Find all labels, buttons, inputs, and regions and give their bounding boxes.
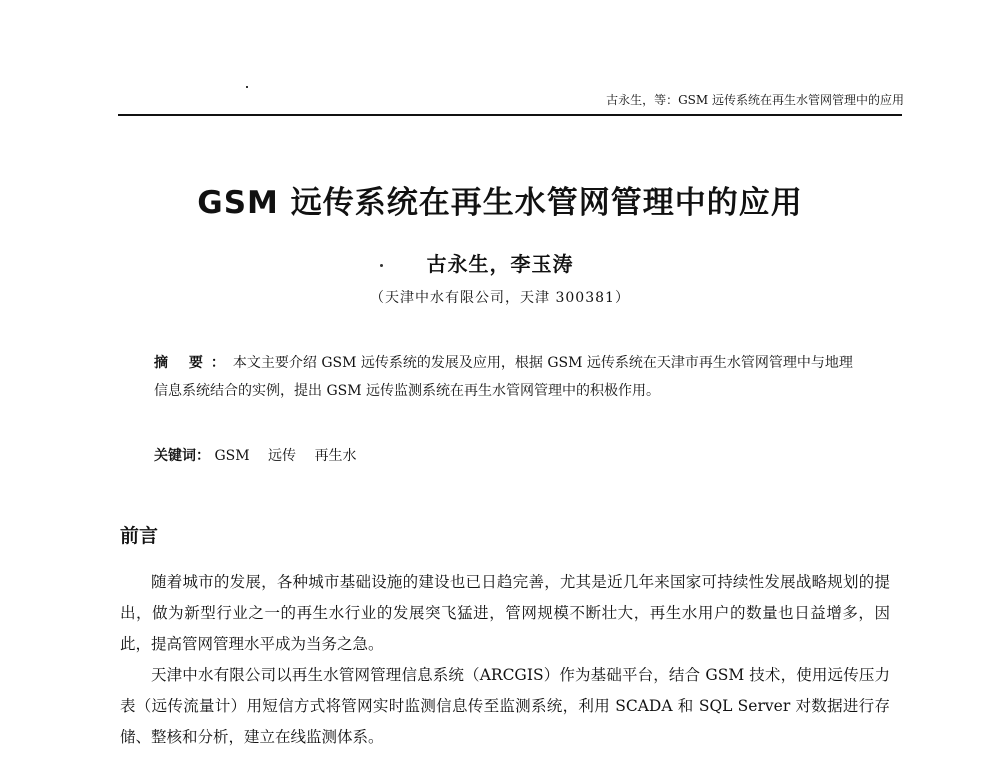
running-header: 古永生，等：GSM 远传系统在再生水管网管理中的应用 <box>606 93 904 107</box>
paper-affiliation: （天津中水有限公司，天津 300381） <box>370 290 630 306</box>
keyword: GSM <box>214 448 250 464</box>
keyword: 远传 <box>268 448 297 464</box>
abstract-block <box>154 349 854 405</box>
header-rule <box>118 114 902 116</box>
paper-authors: 古永生，李玉涛 <box>426 252 574 276</box>
keywords-label: 关键词： <box>154 448 210 464</box>
keywords-line <box>154 445 854 467</box>
abstract-label: 摘 要： <box>154 355 233 371</box>
scan-speck <box>246 86 248 88</box>
body-paragraph: 天津中水有限公司以再生水管网管理信息系统（ARCGIS）作为基础平台，结合 GSM 技术，使用远传压力表（远传流量计）用短信方式将管网实时监测信息传至监测系统，利用 SCADA 和 SQL Server 对数据进行存储、整核和分析，建立在线监测体系。 <box>120 666 890 746</box>
section-heading: 前言 <box>120 525 159 547</box>
abstract-text: 本文主要介绍 GSM 远传系统的发展及应用，根据 GSM 远传系统在天津市再生水管网管理中与地理信息系统结合的实例，提出 GSM 远传监测系统在再生水管网管理中的积极作用。 <box>154 355 853 399</box>
body-paragraph: 随着城市的发展，各种城市基础设施的建设也已日趋完善，尤其是近几年来国家可持续性发展战略规划的提出，做为新型行业之一的再生水行业的发展突飞猛进，管网规模不断壮大，再生水用户的数量也日益增多，因此，提高管网管理水平成为当务之急。 <box>120 573 890 653</box>
section-body <box>120 567 890 753</box>
keyword: 再生水 <box>314 448 357 464</box>
paper-title: GSM 远传系统在再生水管网管理中的应用 <box>197 185 803 221</box>
